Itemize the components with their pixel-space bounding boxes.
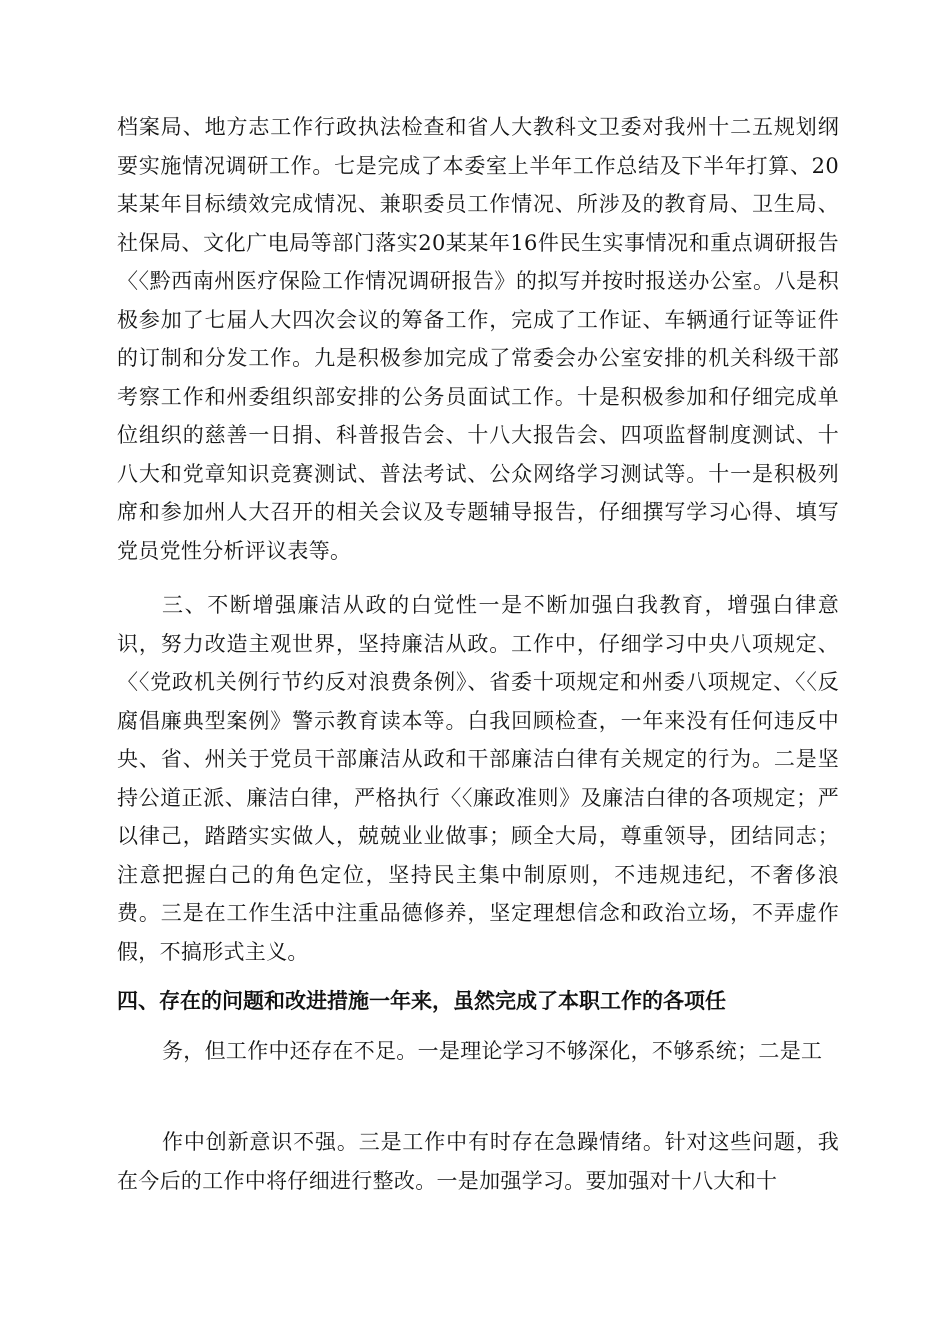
paragraph-integrity: 三、不断增强廉洁从政的白觉性一是不断加强白我教育，增强白律意识，努力改造主观世界，坚持廉洁从政。工作中，仔细学习中央八项规定、〈〈党政机关例行节约反对浪费条例》、省委十项规定和州委八项规定、〈〈反腐倡廉典型案例》警示教育读本等。白我回顾检查，一年来没有任何违反中央、省、州关于党员干部廉洁从政和干部廉洁白律有关规定的行为。二是坚持公道正派、廉洁白律，严格执行〈〈廉政准则》及廉洁白律的各项规定；严以律己，踏踏实实做人，兢兢业业做事；顾全大局，尊重领导，团结同志；注意把握白己的角色定位，坚持民主集中制原则，不违规违纪，不奢侈浪费。三是在工作生活中注重品德修养，坚定理想信念和政治立场，不弄虚作假，不搞形式主义。: [117, 593, 839, 964]
paragraph-improvements: 作中创新意识不强。三是工作中有时存在急躁情绪。针对这些问题，我在今后的工作中将仔细进行整改。一是加强学习。要加强对十八大和十: [117, 1130, 839, 1193]
paragraph-shortcomings: 务，但工作中还存在不足。一是理论学习不够深化，不够系统；二是工: [162, 1039, 823, 1063]
section-heading-problems: 四、存在的问题和改进措施一年来，虽然完成了本职工作的各项任: [117, 989, 726, 1013]
paragraph-work-items: 档案局、地方志工作行政执法检查和省人大教科文卫委对我州十二五规划纲要实施情况调研工作。七是完成了本委室上半年工作总结及下半年打算、20某某年目标绩效完成情况、兼职委员工作情况、所涉及的教育局、卫生局、社保局、文化广电局等部门落实20某某年16件民生实事情况和重点调研报告〈〈黔西南州医疗保险工作情况调研报告》的拟写并按时报送办公室。八是积极参加了七届人大四次会议的筹备工作，完成了工作证、车辆通行证等证件的订制和分发工作。九是积极参加完成了常委会办公室安排的机关科级干部考察工作和州委组织部安排的公务员面试工作。十是积极参加和仔细完成单位组织的慈善一日捐、科普报告会、十八大报告会、四项监督制度测试、十八大和党章知识竞赛测试、普法考试、公众网络学习测试等。十一是积极列席和参加州人大召开的相关会议及专题辅导报告，仔细撰写学习心得、填写党员党性分析评议表等。: [117, 115, 839, 563]
